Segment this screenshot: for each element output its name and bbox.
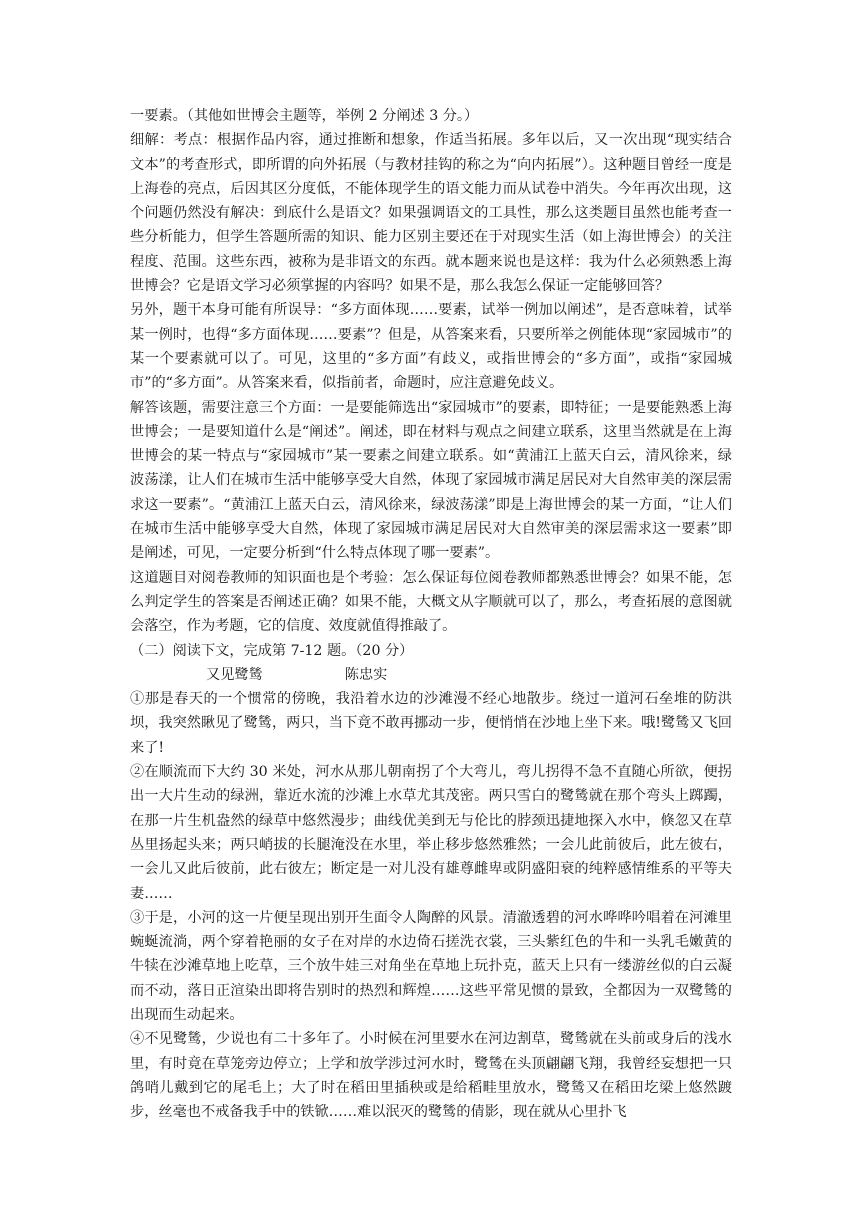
article-paragraph-3: ③于是，小河的这一片便呈现出别开生面令人陶醉的风景。清澈透碧的河水哗哗吟唱着在河滩里蜿蜒流淌，两个穿着艳丽的女子在对岸的水边倚石搓洗衣裳，三头紫红色的牛和一头乳毛嫩黄的牛犊在沙滩草地上吃草，三个放牛娃三对角坐在草地上玩扑克，蓝天上只有一缕游丝似的白云凝而不动，落日正渲染出即将告别时的热烈和辉煌……这些平常见惯的景致，全都因为一双鹭鸶的出现而生动起来。 xyxy=(130,909,732,1023)
article-title: 又见鹭鸶 xyxy=(206,666,263,683)
document-page xyxy=(130,104,732,1124)
article-paragraph-1: ①那是春天的一个惯常的傍晚，我沿着水边的沙滩漫不经心地散步。绕过一道河石垒堆的防洪坝，我突然瞅见了鹭鸶，两只，当下竟不敢再挪动一步，便悄悄在沙地上坐下来。哦!鹭鸶又飞回来了! xyxy=(130,691,732,756)
paragraph-analysis: 细解：考点：根据作品内容，通过推断和想象，作适当拓展。多年以后，又一次出现“现实结合文本”的考查形式，即所谓的向外拓展（与教材挂钩的称之为“向内拓展”）。这种题目曾经一度是上海卷的亮点，后因其区分度低，不能体现学生的语文能力而从试卷中消失。今年再次出现，这个问题仍然没有解决：到底什么是语文？如果强调语文的工具性，那么这类题目虽然也能考查一些分析能力，但学生答题所需的知识、能力区别主要还在于对现实生活（如上海世博会）的关注程度、范围。这些东西，被称为是非语文的东西。就本题来说也是这样：我为什么必须熟悉上海世博会？它是语文学习必须掌握的内容吗？如果不是，那么我怎么保证一定能够回答？ xyxy=(130,132,732,295)
paragraph-answer-method: 解答该题，需要注意三个方面：一是要能筛选出“家园城市”的要素，即特征；一是要能熟悉上海世博会；一是要知道什么是“阐述”。阐述，即在材料与观点之间建立联系，这里当然就是在上海世博会的某一特点与“家园城市”某一要素之间建立联系。如“黄浦江上蓝天白云，清风徐来，绿波荡漾，让人们在城市生活中能够享受大自然，体现了家园城市满足居民对大自然审美的深层需求这一要素”。“黄浦江上蓝天白云，清风徐来，绿波荡漾”即是上海世博会的某一方面，“让人们在城市生活中能够享受大自然，体现了家园城市满足居民对大自然审美的深层需求这一要素”即是阐述，可见，一定要分析到“什么特点体现了哪一要素”。 xyxy=(130,399,732,562)
article-title-line xyxy=(130,663,732,687)
section-heading: （二）阅读下文，完成第 7-12 题。（20 分） xyxy=(130,642,414,659)
paragraph-question-ambiguity: 另外，题干本身可能有所误导：“多方面体现……要素，试举一例加以阐述”，是否意味着，试举某一例时，也得“多方面体现……要素”？但是，从答案来看，只要所举之例能体现“家园城市”的某一个要素就可以了。可见，这里的“多方面”有歧义，或指世博会的“多方面”，或指“家园城市”的“多方面”。从答案来看，似指前者，命题时，应注意避免歧义。 xyxy=(130,302,732,392)
article-author: 陈忠实 xyxy=(344,666,388,683)
paragraph-grading-note: 这道题目对阅卷教师的知识面也是个考验：怎么保证每位阅卷教师都熟悉世博会？如果不能，怎么判定学生的答案是否阐述正确？如果不能，大概文从字顺就可以了，那么，考查拓展的意图就会落空，作为考题，它的信度、效度就值得推敲了。 xyxy=(130,569,732,635)
article-paragraph-4: ④不见鹭鸶，少说也有二十多年了。小时候在河里要水在河边割草，鹭鸶就在头前或身后的浅水里，有时竟在草笼旁边停立；上学和放学涉过河水时，鹭鸶在头顶翩翩飞翔，我曾经妄想把一只鸽哨儿戴到它的尾毛上；大了时在稻田里插秧或是给稻畦里放水，鹭鸶又在稻田圪梁上悠然踱步，丝毫也不戒备我手中的铁锨……难以泯灭的鹭鸶的倩影，现在就从心里扑飞 xyxy=(130,1031,732,1121)
article-paragraph-2: ②在顺流而下大约 30 米处，河水从那儿朝南拐了个大弯儿，弯儿拐得不急不直随心所欲，便拐出一大片生动的绿洲，靠近水流的沙滩上水草尤其茂密。两只雪白的鹭鸶就在那个弯头上踯躅，在那一片生机盎然的绿草中悠然漫步；曲线优美到无与伦比的脖颈迅捷地探入水中，倏忽又在草丛里扬起头来；两只峭拔的长腿淹没在水里，举止移步悠然雅然；一会儿此前彼后，此左彼右，一会儿又此后彼前，此右彼左；断定是一对儿没有雄尊雌卑或阴盛阳衰的纯粹感情维系的平等夫妻…… xyxy=(130,764,732,902)
paragraph-answer-end: 一要素。（其他如世博会主题等，举例 2 分阐述 3 分。） xyxy=(130,108,479,124)
